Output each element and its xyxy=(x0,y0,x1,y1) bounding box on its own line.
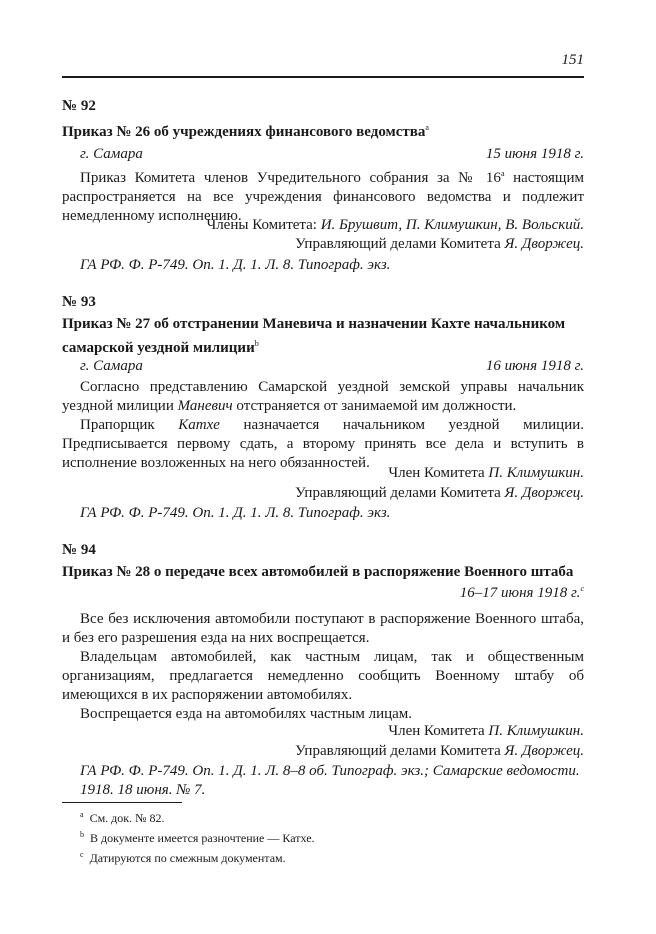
doc-92-number: № 92 xyxy=(62,98,96,114)
doc-92-signature-members: Члены Комитета: И. Брушвит, П. Климушкин, В. Вольский. xyxy=(206,217,584,233)
doc-94-body-3: Воспрещается езда на автомобилях частным лицам. xyxy=(80,706,413,722)
footnote-c: $^c$ Датируются по смежным документам. xyxy=(80,850,286,865)
doc-92-title: Приказ № 26 об учреждениях финансового ведомства$^a$ xyxy=(62,123,429,140)
doc-92-signature-manager: Управляющий делами Комитета Я. Дворжец. xyxy=(295,236,584,252)
footnote-rule xyxy=(62,802,182,803)
doc-93-date: 16 июня 1918 г. xyxy=(485,358,584,374)
doc-92-body: Приказ Комитета членов Учредительного собрания за № 16$^a$ настоящим распространяется на все учреждения финансового ведомства и подлежит немедленному исполнению. xyxy=(62,169,584,224)
doc-94-body-2: Владельцам автомобилей, как частным лицам, так и общественным организациям, предлагается немедленно сообщить Военному штабу об имеющихся в их распоряжении автомобилях. xyxy=(62,649,584,703)
doc-94-signature-member: Член Комитета П. Климушкин. xyxy=(388,723,584,739)
doc-94-source: ГА РФ. Ф. Р-749. Оп. 1. Д. 1. Л. 8–8 об. Типограф. экз.; Самарские ведомости. 1918. 18 июня. № 7. xyxy=(80,763,580,798)
doc-93-number: № 93 xyxy=(62,294,96,310)
doc-94-number: № 94 xyxy=(62,542,96,558)
footnote-b: $^b$ В документе имеется разночтение — Катхе. xyxy=(80,830,315,845)
header-rule xyxy=(62,76,584,78)
doc-94-body-1: Все без исключения автомобили поступают в распоряжение Военного штаба, и без его разрешения езда на них воспрещается. xyxy=(62,611,584,646)
doc-93-signature-member: Член Комитета П. Климушкин. xyxy=(388,465,584,481)
doc-92-date: 15 июня 1918 г. xyxy=(485,146,584,162)
doc-93-body-2: Прапорщик Катхе назначается начальником уездной милиции. Предписывается первому сдать, а второму принять все дела и вступить в исполнение возложенных на него обязанностей. xyxy=(62,417,584,471)
footnote-a: $^a$ См. док. № 82. xyxy=(80,810,165,825)
doc-92-source: ГА РФ. Ф. Р-749. Оп. 1. Д. 1. Л. 8. Типограф. экз. xyxy=(80,257,391,273)
doc-93-signature-manager: Управляющий делами Комитета Я. Дворжец. xyxy=(295,485,584,501)
doc-94-signature-manager: Управляющий делами Комитета Я. Дворжец. xyxy=(295,743,584,759)
doc-94-title: Приказ № 28 о передаче всех автомобилей в распоряжение Военного штаба xyxy=(62,564,574,580)
doc-94-date: 16–17 июня 1918 г.$^c$ xyxy=(459,584,584,601)
doc-93-title: Приказ № 27 об отстранении Маневича и назначении Кахте начальником самарской уездной милиции$^b$ xyxy=(62,316,566,356)
doc-93-body-1: Согласно представлению Самарской уездной земской управы начальник уездной милиции Маневич отстраняется от занимаемой им должности. xyxy=(62,379,584,414)
doc-92-place: г. Самара xyxy=(80,146,143,162)
page-number: 151 xyxy=(561,52,584,68)
doc-93-source: ГА РФ. Ф. Р-749. Оп. 1. Д. 1. Л. 8. Типограф. экз. xyxy=(80,505,391,521)
doc-93-place: г. Самара xyxy=(80,358,143,374)
